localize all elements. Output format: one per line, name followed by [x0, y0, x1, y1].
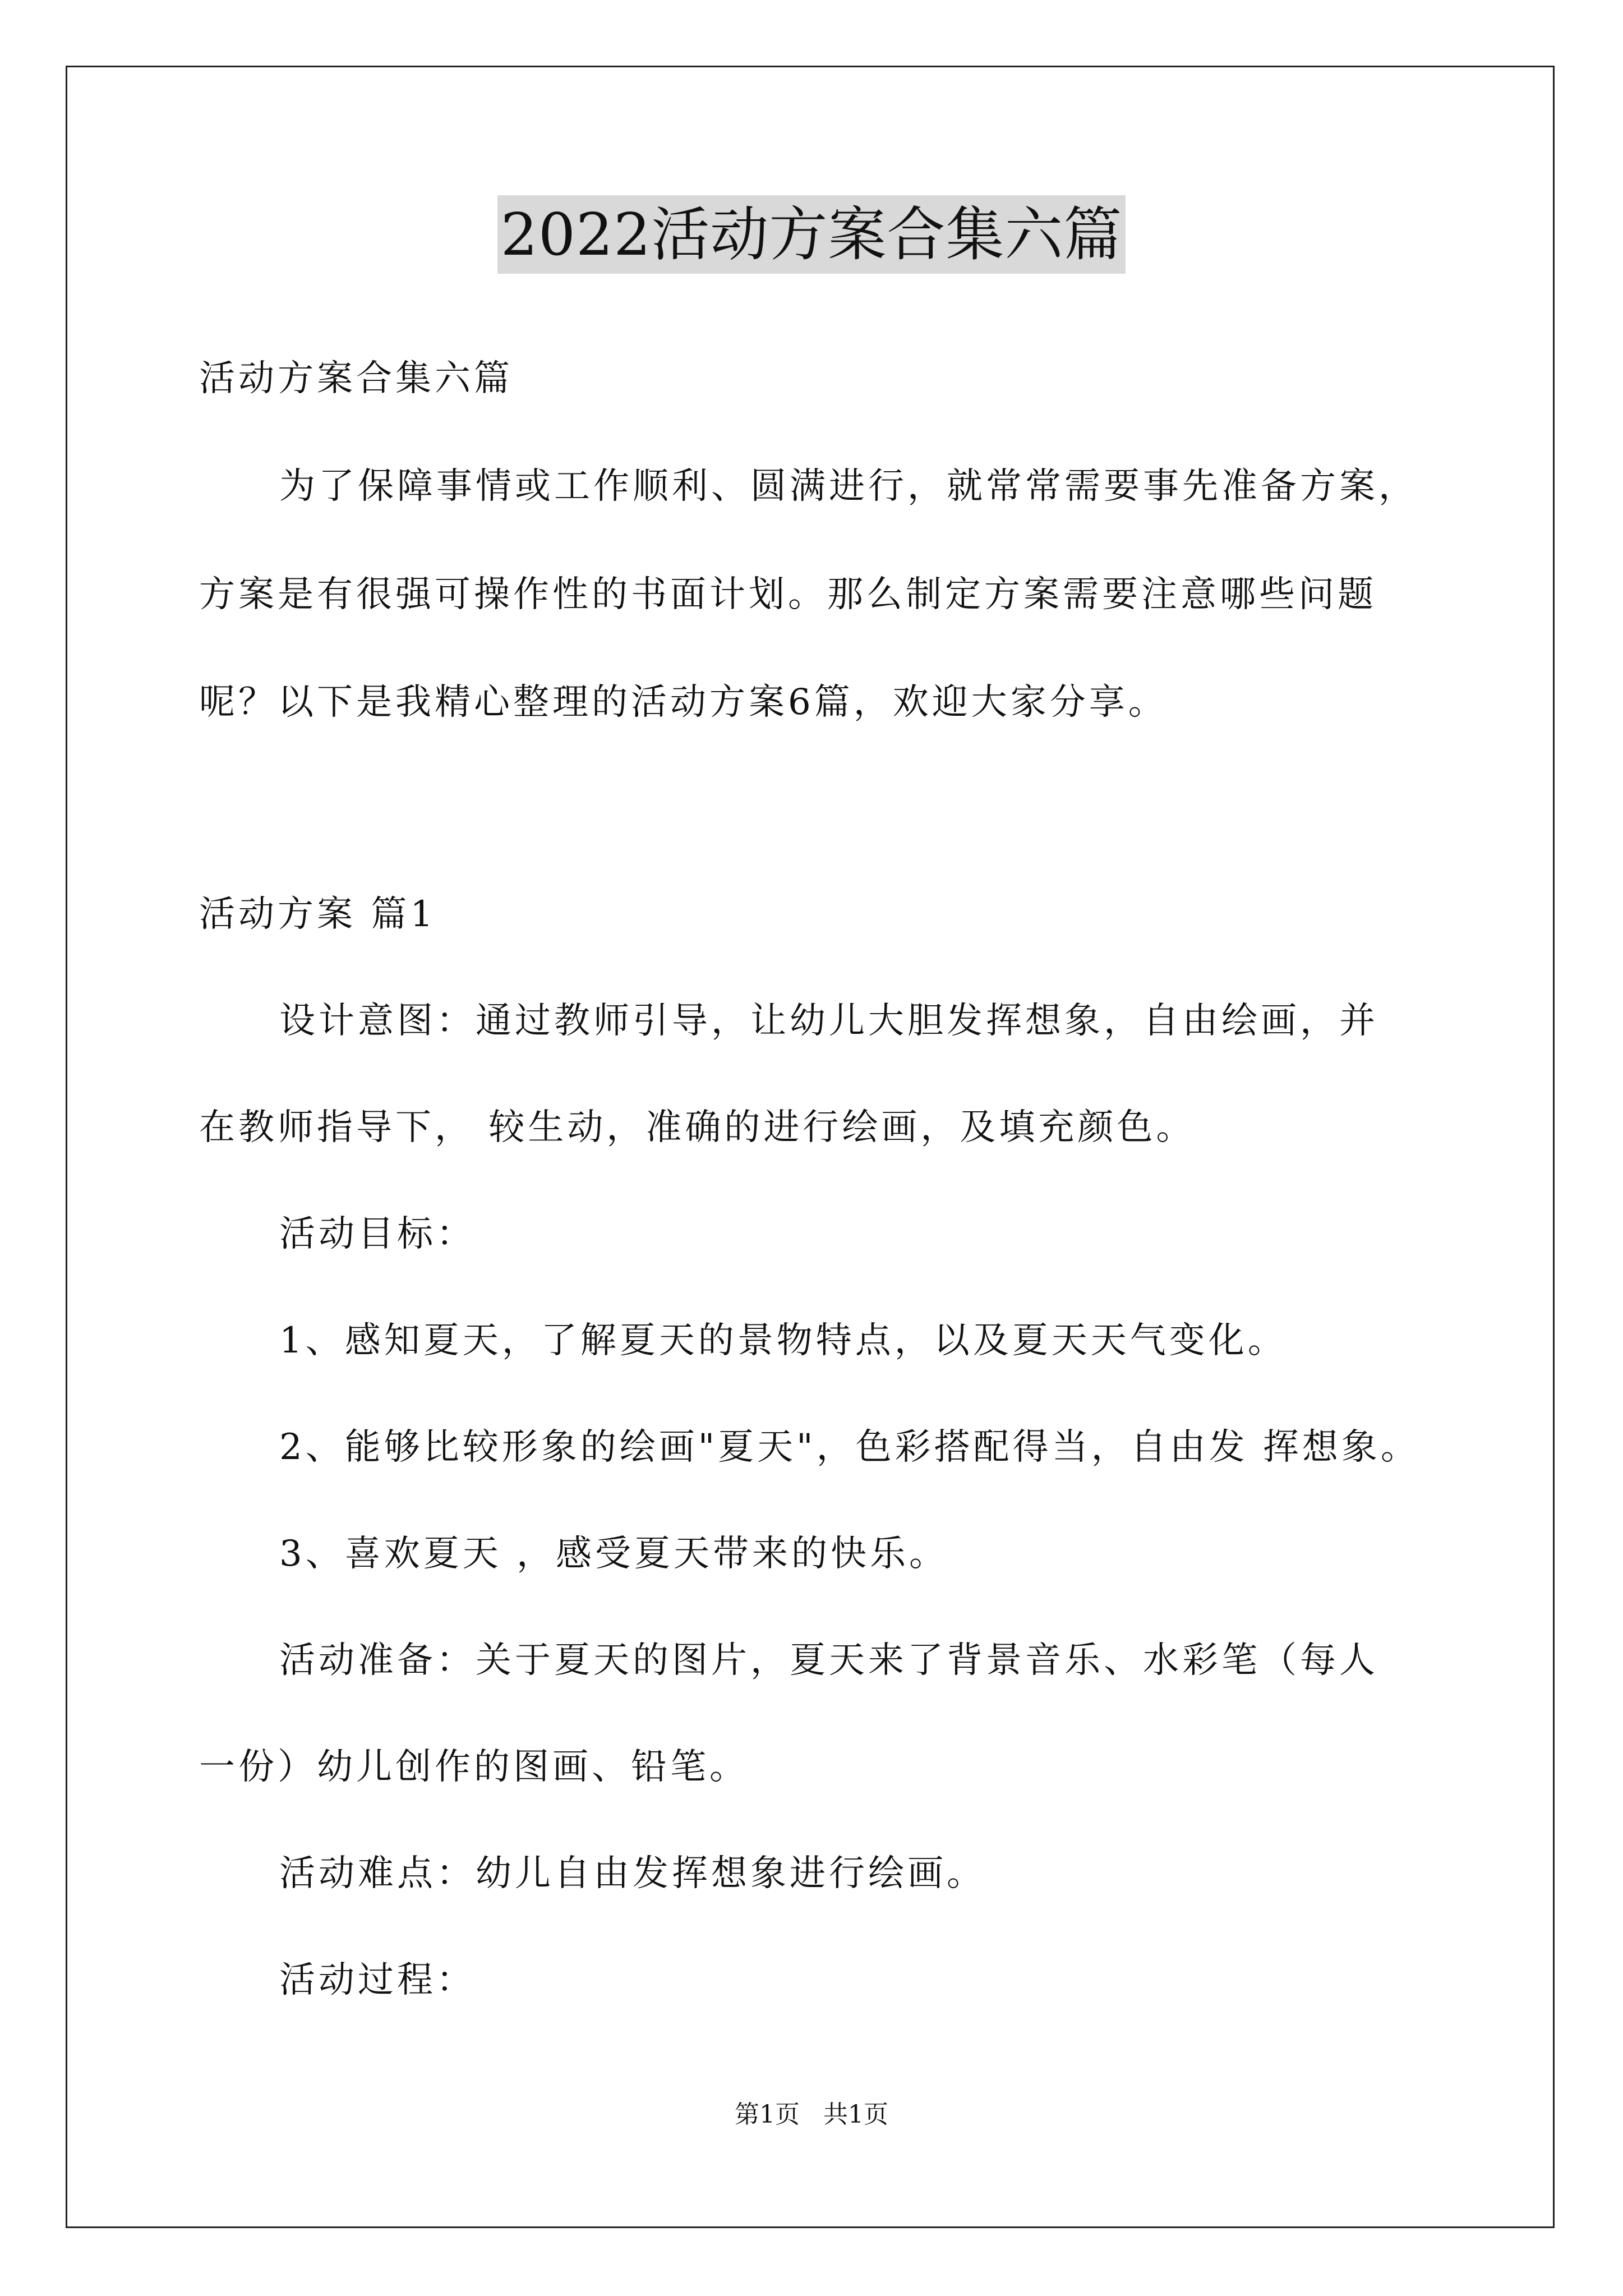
paragraph-line: 活动准备：关于夏天的图片，夏天来了背景音乐、水彩笔（每人 [279, 1640, 1378, 1681]
document-title: 2022活动方案合集六篇 [497, 195, 1126, 274]
subtitle-line: 活动方案合集六篇 [199, 358, 513, 399]
paragraph-line: 呢？以下是我精心整理的活动方案6篇，欢迎大家分享。 [199, 682, 1168, 723]
paragraph-line: 为了保障事情或工作顺利、圆满进行，就常常需要事先准备方案， [279, 466, 1418, 507]
list-item: 2、能够比较形象的绘画"夏天"，色彩搭配得当，自由发 挥想象。 [279, 1427, 1420, 1468]
section-heading: 活动方案 篇1 [199, 894, 437, 935]
paragraph-line: 方案是有很强可操作性的书面计划。那么制定方案需要注意哪些问题 [199, 574, 1377, 615]
paragraph-line: 活动目标： [279, 1213, 476, 1255]
list-item: 3、喜欢夏天 ，感受夏天带来的快乐。 [279, 1533, 949, 1575]
page-footer: 第1页 共1页 [735, 2100, 888, 2129]
paragraph-line: 设计意图：通过教师引导，让幼儿大胆发挥想象，自由绘画，并 [279, 1000, 1378, 1042]
title-container [0, 195, 1623, 274]
list-item: 1、感知夏天，了解夏天的景物特点，以及夏天天气变化。 [279, 1320, 1287, 1361]
paragraph-line: 活动过程： [279, 1959, 476, 2001]
paragraph-line: 一份）幼儿创作的图画、铅笔。 [199, 1746, 749, 1788]
paragraph-line: 活动难点：幼儿自由发挥想象进行绘画。 [279, 1853, 986, 1894]
paragraph-line: 在教师指导下， 较生动，准确的进行绘画，及填充颜色。 [199, 1107, 1196, 1148]
